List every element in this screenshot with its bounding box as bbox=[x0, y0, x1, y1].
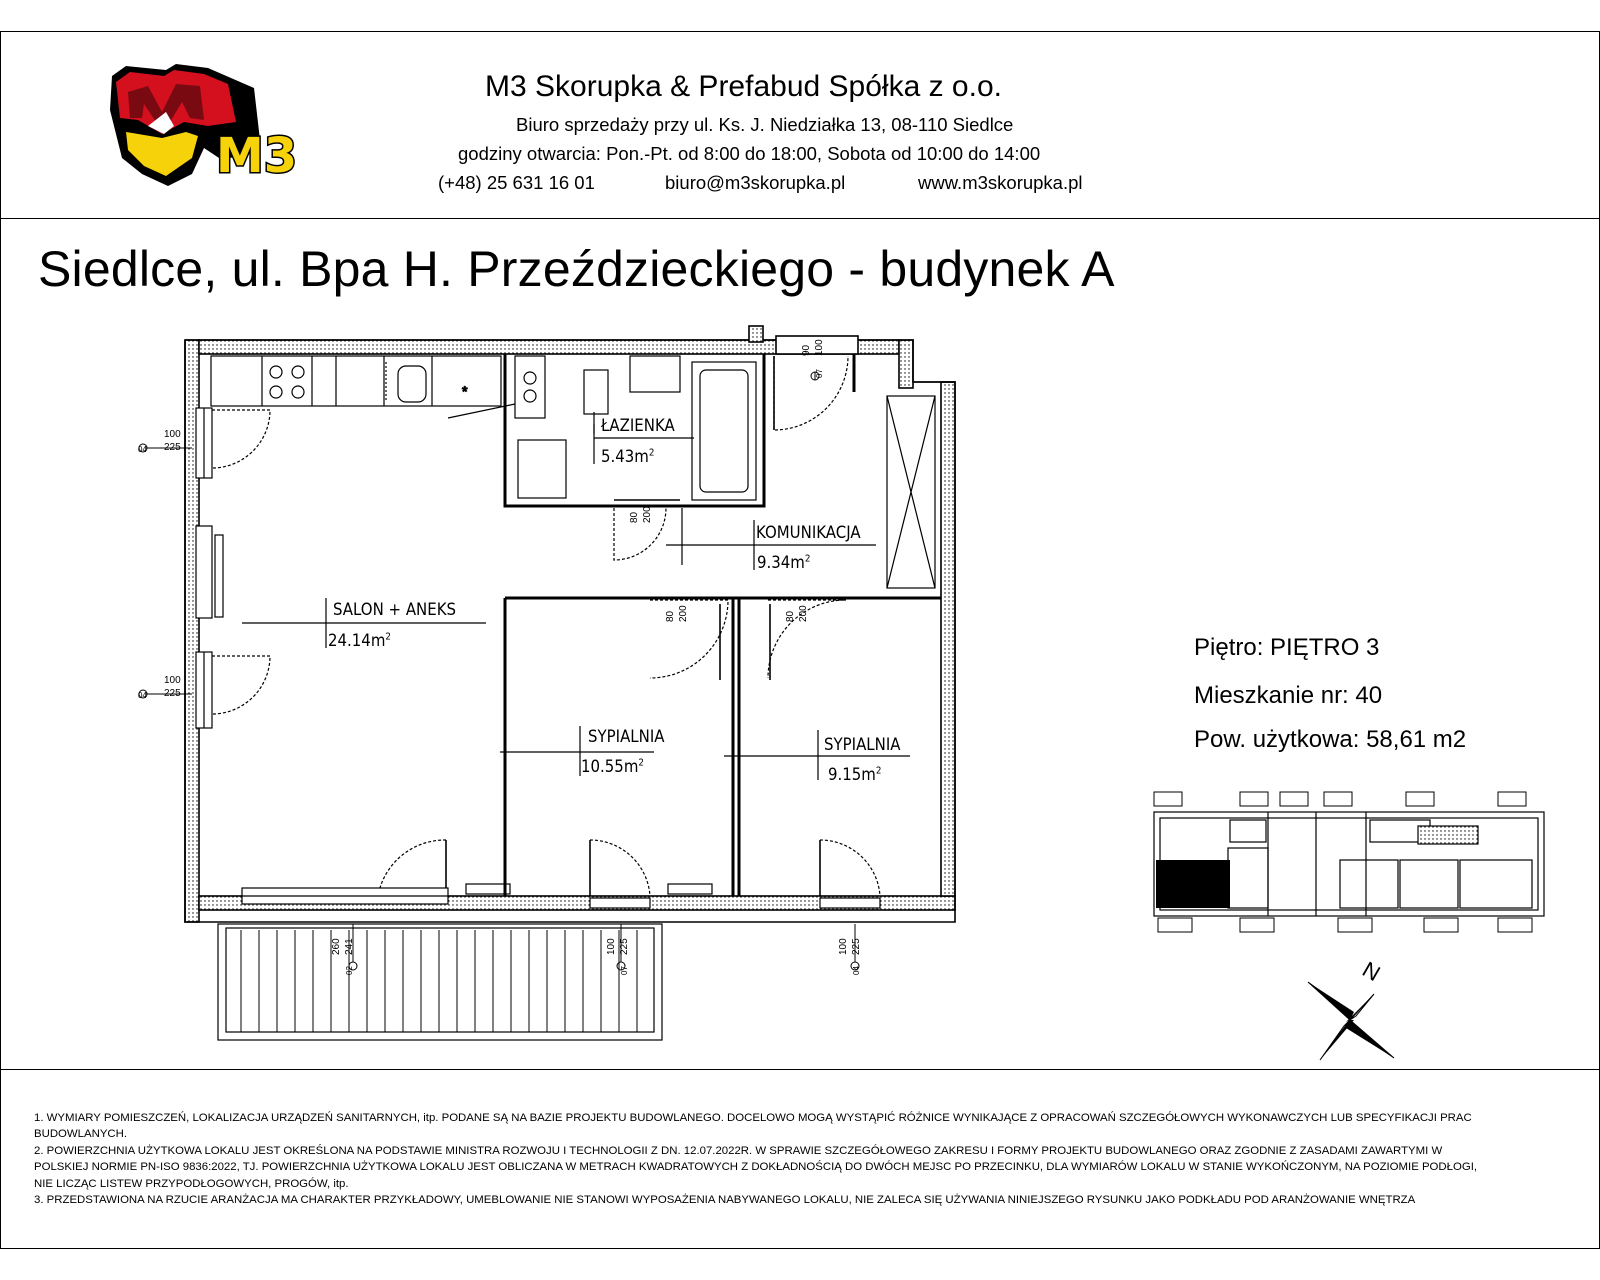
window-tag-width: 225 bbox=[851, 938, 862, 955]
window-tag-code: 07 bbox=[815, 369, 824, 378]
window-tag-width: 225 bbox=[164, 442, 181, 453]
door-tag-width: 80 bbox=[785, 610, 796, 622]
room-label-bathroom: ŁAZIENKA bbox=[601, 416, 675, 436]
window-tag-height: 260 bbox=[331, 938, 342, 955]
apartment-number: Mieszkanie nr: 40 bbox=[1194, 682, 1383, 709]
window-tag-code: 04 bbox=[852, 966, 861, 975]
window-tag-height: 100 bbox=[606, 938, 617, 955]
page-title: Siedlce, ul. Bpa H. Przeździeckiego - budynek A bbox=[38, 241, 1115, 297]
highlighted-apartment bbox=[1156, 860, 1230, 908]
floor-label: Piętro: PIĘTRO 3 bbox=[1194, 634, 1380, 661]
logo-digit: M3 bbox=[216, 128, 298, 184]
window-tag-height: 100 bbox=[164, 429, 181, 440]
room-label-living-room: SALON + ANEKS bbox=[333, 600, 457, 620]
window-tag-width: 241 bbox=[344, 938, 355, 955]
company-name: M3 Skorupka & Prefabud Spółka z o.o. bbox=[485, 70, 1002, 103]
window-tag-width: 225 bbox=[164, 688, 181, 699]
window-tag-code: 04 bbox=[138, 691, 147, 700]
company-logo bbox=[104, 62, 298, 192]
door-tag-height: 200 bbox=[642, 506, 653, 523]
room-area-corridor: $9.34m^2$ bbox=[757, 553, 811, 573]
building-key-plan bbox=[1148, 790, 1558, 940]
room-label-bedroom-1: SYPIALNIA bbox=[588, 727, 665, 747]
north-arrow-icon bbox=[1290, 950, 1410, 1070]
footnotes bbox=[34, 1110, 1484, 1208]
window-tag-height: 90 bbox=[801, 344, 812, 356]
window-tag-code: 07 bbox=[620, 966, 629, 975]
footnote-2: 2. POWIERZCHNIA UŻYTKOWA LOKALU JEST OKREŚLONA NA PODSTAWIE MINISTRA ROZWOJU I TECHNOLOGII Z DN. 12.07.2022R. W SPRAWIE SZCZEGÓŁOWEGO ZAKRESU I FORMY PROJEKTU BUDOWLANEGO ORAZ ZGODNIE Z ZASADAMI ZAWARTYMI W POLSKIEJ NORMIE PN-ISO 9836:2022, TJ. POWIERZCHNIA UŻYTKOWA LOKALU JEST OBLICZANA W METRACH KWADRATOWYCH Z DOKŁADNOŚCIĄ DO DWÓCH MEJSC PO PRZECINKU, DLA WYMIARÓW LOKALU W STANIE WYKOŃCZONYM, NA POZIOMIE PODŁOGI, NIE LICZĄC LISTEW PRZYPODŁOGOWYCH, PROGÓW, itp. bbox=[34, 1144, 1478, 1190]
footnote-1: 1. WYMIARY POMIESZCZEŃ, LOKALIZACJA URZĄDZEŃ SANITARNYCH, itp. PODANE SĄ NA BAZIE PROJEKTU BUDOWLANEGO. DOCELOWO MOGĄ WYSTĄPIĆ RÓŻNICE WYNIKAJĄCE Z OPRACOWAŃ SZCZEGÓŁOWYCH WYKONAWCZYCH LUB SPECYFIKACJI PRAC BUDOWLANYCH. bbox=[34, 1112, 1472, 1141]
sales-office-address: Biuro sprzedaży przy ul. Ks. J. Niedziałka 13, 08-110 Siedlce bbox=[516, 114, 1014, 135]
window-tag-height: 100 bbox=[164, 675, 181, 686]
floor-plan bbox=[120, 320, 1000, 1080]
room-area-bedroom-2: $9.15m^2$ bbox=[828, 765, 882, 785]
window-tag-height: 100 bbox=[838, 938, 849, 955]
footnote-3: 3. PRZEDSTAWIONA NA RZUCIE ARANŻACJA MA CHARAKTER PRZYKŁADOWY, UMEBLOWANIE NIE STANOWI WYPOSAŻENIA NABYWANEGO LOKALU, NIE ZALECA SIĘ UŻYWANIA NINIEJSZEGO RYSUNKU JAKO PODKŁADU POD ARANŻOWANIE WNĘTRZA bbox=[34, 1194, 1416, 1207]
room-label-corridor: KOMUNIKACJA bbox=[756, 523, 861, 543]
door-tag-width: 80 bbox=[665, 610, 676, 622]
email-address: biuro@m3skorupka.pl bbox=[665, 172, 846, 193]
opening-hours: godziny otwarcia: Pon.-Pt. od 8:00 do 18:00, Sobota od 10:00 do 14:00 bbox=[458, 143, 1041, 164]
header-divider bbox=[0, 218, 1600, 219]
room-area-living-room: $24.14m^2$ bbox=[328, 631, 392, 651]
room-area-bedroom-1: $10.55m^2$ bbox=[581, 757, 645, 777]
usable-area: Pow. użytkowa: 58,61 m2 bbox=[1194, 726, 1467, 753]
balcony-slats bbox=[241, 930, 637, 1032]
window-tag-code: 04 bbox=[138, 445, 147, 454]
room-area-bathroom: $5.43m^2$ bbox=[601, 447, 655, 467]
phone-number: (+48) 25 631 16 01 bbox=[438, 172, 595, 193]
door-tag-height: 200 bbox=[798, 605, 809, 622]
door-tag-width: 80 bbox=[629, 511, 640, 523]
room-label-bedroom-2: SYPIALNIA bbox=[824, 735, 901, 755]
window-tag-code: 02 bbox=[345, 966, 354, 975]
door-tag-height: 200 bbox=[678, 605, 689, 622]
website-url: www.m3skorupka.pl bbox=[918, 172, 1083, 193]
window-tag-width: 100 bbox=[814, 339, 825, 356]
compass-north-label: N bbox=[1358, 956, 1385, 987]
svg-text:*: * bbox=[462, 383, 468, 399]
window-tag-width: 225 bbox=[619, 938, 630, 955]
